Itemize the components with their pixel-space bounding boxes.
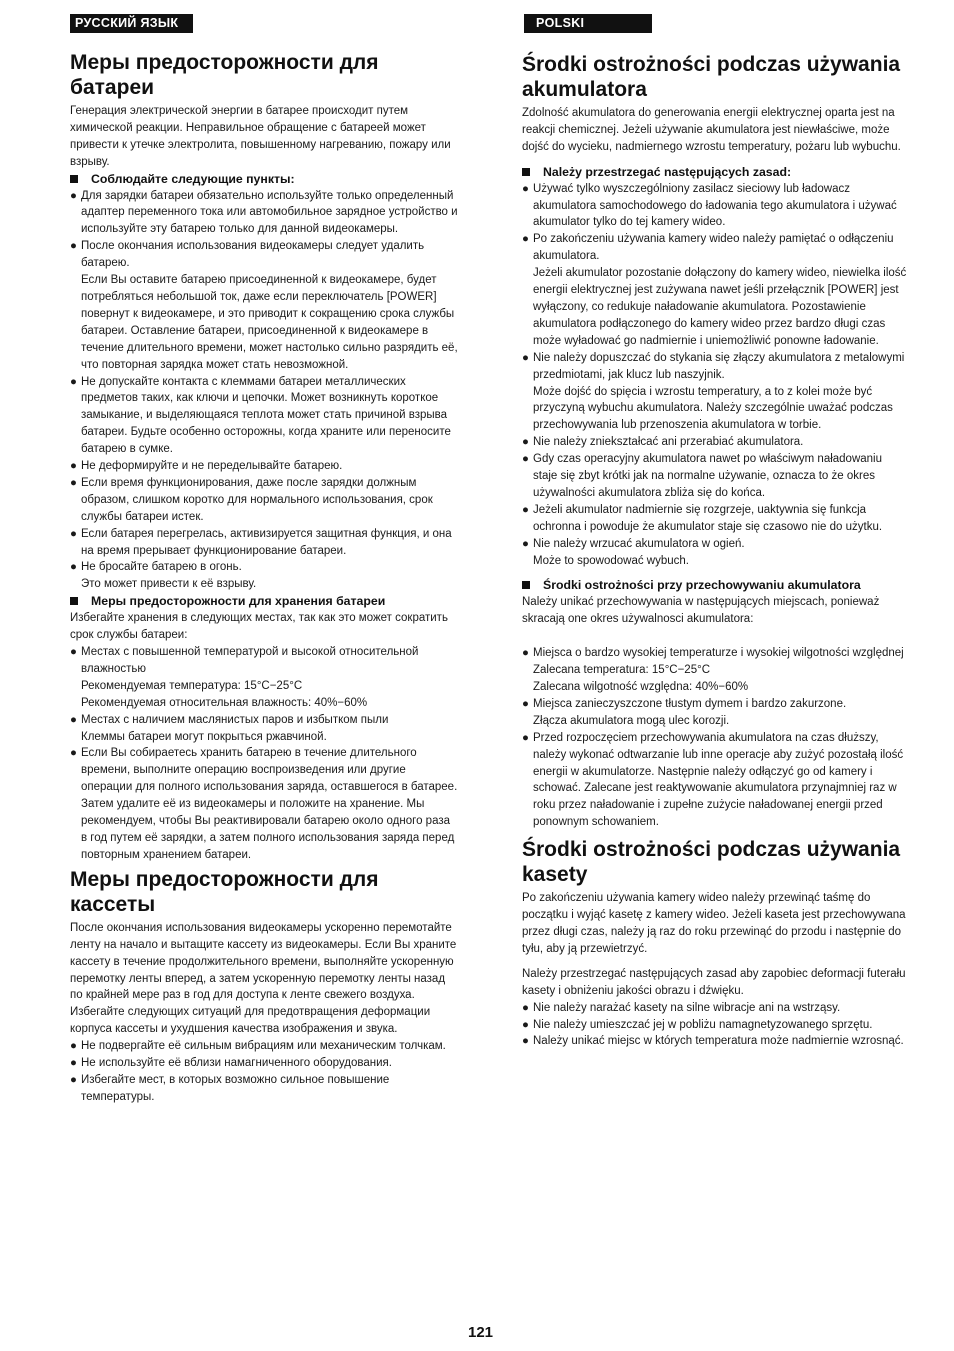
language-label-russian: РУССКИЙ ЯЗЫК [70, 14, 193, 33]
square-bullet-icon [522, 168, 530, 176]
page-number: 121 [468, 1324, 494, 1341]
list-item-continuation: Клеммы батареи могут покрыться ржавчиной. [81, 730, 327, 743]
battery-title-pl: Środki ostrożności podczas używania akumulatora [522, 53, 901, 101]
storage-heading-pl: Środki ostrożności przy przechowywaniu akumulatora [516, 577, 908, 594]
list-item-continuation: Jeżeli akumulator pozostanie dołączony do kamery wideo, niewielka ilość energii elektrycznej jest zużywana nawet jeśli przełącznik [POWER] jest wyłączony, co redukuje naładowanie akumulatora. Pozostawienie akumulatora podłączonego do kamery wideo przez bardzo długi czas może wyładować go nadmiernie i uniemożliwić ponowne ładowanie. [533, 267, 907, 347]
battery-intro-pl: Zdolność akumulatora do generowania energii elektrycznej oparta jest na reakcji chemicznej. Jeżeli używanie akumulatora jest niewłaściwe, może dojść do wycieku, nadmiernego wzrostu temperatury, pożaru lub wybuchu. [522, 107, 901, 153]
list-item: ● Не используйте её вблизи намагниченного оборудования. [70, 1057, 392, 1070]
battery-intro-ru: Генерация электрической энергии в батарее происходит путем химической реакции. Неправильное обращение с батареей может привести к утечке электролита, повышенному нагреванию, пожару или взрыву. [70, 105, 451, 168]
list-item: ● После окончания использования видеокамеры следует удалить батарею. [70, 240, 425, 270]
list-item: ● Местах с наличием маслянистых паров и избытком пыли [70, 713, 389, 726]
cassette-paragraph-pl: Po zakończeniu używania kamery wideo należy przewinąć taśmę do początku i wyjąć kasetę z kamery wideo. Jeżeli kaseta jest przechowywana przez długi czas, należy ją raz do roku przewinąć do przodu i następnie do tyłu, aby ją przewietrzyć. [522, 892, 906, 955]
square-bullet-icon [70, 175, 78, 183]
language-label-polish: POLSKI [524, 14, 652, 33]
square-bullet-icon [70, 597, 78, 605]
list-item: ● Для зарядки батареи обязательно используйте только определенный адаптер переменного тока или автомобильное зарядное устройство и используйте эту батарею только для данной видеокамеры. [70, 189, 458, 236]
list-item: ● Gdy czas operacyjny akumulatora nawet po właściwym naładowaniu staje się zbyt krótki jak na normalne używanie, oznacza to że okres używalności akumulatora zbliża się do końca. [522, 453, 883, 499]
cassette-title-pl: Środki ostrożności podczas używania kasety [522, 838, 901, 887]
list-item-continuation: Рекомендуемая температура: 15°C−25°C [81, 679, 303, 692]
points-heading-pl: Należy przestrzegać następujących zasad: [516, 164, 908, 181]
square-bullet-icon [522, 581, 530, 589]
list-item: ● Miejsca zanieczyszczone tłustym dymem i bardzo zakurzone. [522, 697, 847, 710]
storage-intro-ru: Избегайте хранения в следующих местах, так как это может сократить срок службы батареи: [70, 612, 448, 642]
list-item: ● Używać tylko wyszczególniony zasilacz sieciowy lub ładowacz akumulatora samochodowego do ładowania tego akumulatora i używać akumulator tylko do tej kamery wideo. [522, 182, 897, 229]
battery-title-ru: Меры предосторожности для батареи [70, 51, 379, 99]
list-item: ● Не подвергайте её сильным вибрациям или механическим толчкам. [70, 1040, 446, 1053]
list-item: ● Przed rozpoczęciem przechowywania akumulatora na czas dłuższy, należy wykonać odtwarzanie lub inne operacje aby zużyć pozostałą ilość energii w akumulatorze. Następnie należy odłączyć go od kamery i schować. Zalecane jest reaktywowanie akumulatora przynajmniej raz w roku przez naładowanie i zupełne zużycie naładowanej energii przed ponownym schowaniem. [522, 731, 904, 829]
list-item: ● Nie należy umieszczać jej w pobliżu namagnetyzowanego sprzętu. [522, 1018, 873, 1031]
cassette-paragraph-ru: Избегайте следующих ситуаций для предотвращения деформации корпуса кассеты и ухудшения качества изображения и звука. [70, 1006, 431, 1036]
list-item-continuation: Zalecana wilgotność względna: 40%−60% [533, 681, 749, 693]
russian-content [64, 50, 459, 1106]
cassette-paragraph-pl: Należy przestrzegać następujących zasad aby zapobiec deformacji futerału kasety i obniżeniu jakości obrazu i dźwięku. [522, 967, 906, 997]
list-item: ● Nie należy dopuszczać do stykania się złączy akumulatora z metalowymi przedmiotami, jak klucz lub naszyjnik. [522, 351, 905, 381]
list-item: ● Po zakończeniu używania kamery wideo należy pamiętać o odłączeniu akumulatora. [522, 233, 894, 263]
list-item-continuation: Если Вы оставите батарею присоединенной к видеокамере, будет потребляться небольшой ток, даже если переключатель [POWER] повернут к видеокамере, и это приводит к сокращению срока службы батареи. Оставление батареи, присоединенной к видеокамере в течение длительного времени, может настолько сильно разрядить её, что повторная зарядка может стать невозможной. [81, 274, 458, 371]
cassette-paragraph-ru: После окончания использования видеокамеры ускоренно перемотайте ленту на начало и вытащите кассету из видеокамеры. Если Вы храните кассету в течение продолжительного времени, выполняйте ускоренную перемотку ленты вперед, а затем ускоренную перемотку ленты назад по крайней мере раз в год для доступа к ленте свежего воздуха. [70, 921, 457, 1002]
list-item: ● Należy unikać miejsc w których temperatura może nadmiernie wzrosnąć. [522, 1035, 904, 1048]
list-item: ● Nie należy narażać kasety na silne wibracje ani na wstrząsy. [522, 1001, 841, 1014]
list-item: ● Miejsca o bardzo wysokiej temperaturze i wysokiej wilgotności względnej [522, 647, 904, 660]
list-item-continuation: Może to spowodować wybuch. [533, 554, 689, 567]
list-item: ● Не деформируйте и не переделывайте батарею. [70, 460, 343, 473]
list-item: ● Nie należy wrzucać akumulatora w ogień. [522, 537, 745, 550]
list-item-continuation: Рекомендуемая относительная влажность: 40%−60% [81, 696, 368, 709]
list-item-continuation: Może dojść do spięcia i wzrostu temperatury, a to z kolei może być przyczyną wybuchu akumulatora. Należy szczególnie uważać podczas przechowywania lub przenoszenia akumulatora w torbie. [533, 385, 893, 432]
list-item-continuation: Złącza akumulatora mogą ulec korozji. [533, 714, 730, 727]
list-item: ● Nie należy zniekształcać ani przerabiać akumulatora. [522, 436, 804, 449]
list-item: ● Местах с повышенной температурой и высокой относительной влажностью [70, 646, 419, 675]
list-item: ● Не бросайте батарею в огонь. [70, 561, 242, 574]
cassette-title-ru: Меры предосторожности для кассеты [70, 867, 379, 916]
list-item: ● Если батарея перегрелась, активизируется защитная функция, и она на время прерывает функционирование батареи. [70, 527, 452, 557]
list-item: ● Не допускайте контакта с клеммами батареи металлических предметов таких, как ключи и цепочки. Может возникнуть короткое замыкание, и выделяющаяся теплота может стать причиной взрыва батареи. Будьте особенно осторожны, когда храните или переносите батарею в сумке. [70, 375, 451, 456]
list-item-continuation: Это может привести к её взрыву. [81, 578, 257, 591]
storage-heading-ru: Меры предосторожности для хранения батареи [64, 593, 459, 610]
list-item: ● Избегайте мест, в которых возможно сильное повышение температуры. [70, 1073, 390, 1103]
list-item: ● Если Вы собираетесь хранить батарею в течение длительного времени, выполните операцию воспроизведения или другие операции для полного использования заряда, оставшегося в батарее. Затем удалите её из видеокамеры и положите на хранение. Мы рекомендуем, чтобы Вы реактивировали батарею около одного раза в год путем её зарядки, а затем полного использования заряда перед повторным хранением батареи. [70, 747, 458, 861]
list-item: ● Если время функционирования, даже после зарядки должным образом, слишком коротко для нормального использования, срок службы батареи истек. [70, 476, 433, 523]
storage-intro-pl: Należy unikać przechowywania w następujących miejscach, ponieważ skracają one okres używalnosci akumulatora: [522, 596, 880, 626]
list-item-continuation: Zalecana temperatura: 15°C−25°C [533, 664, 711, 677]
list-item: ● Jeżeli akumulator nadmiernie się rozgrzeje, uaktywnia się funkcja ochronna i powoduje że akumulator staje się czasowo nie do użytku. [522, 503, 883, 533]
points-heading-ru: Соблюдайте следующие пункты: [64, 171, 459, 188]
polish-content [516, 52, 908, 1050]
